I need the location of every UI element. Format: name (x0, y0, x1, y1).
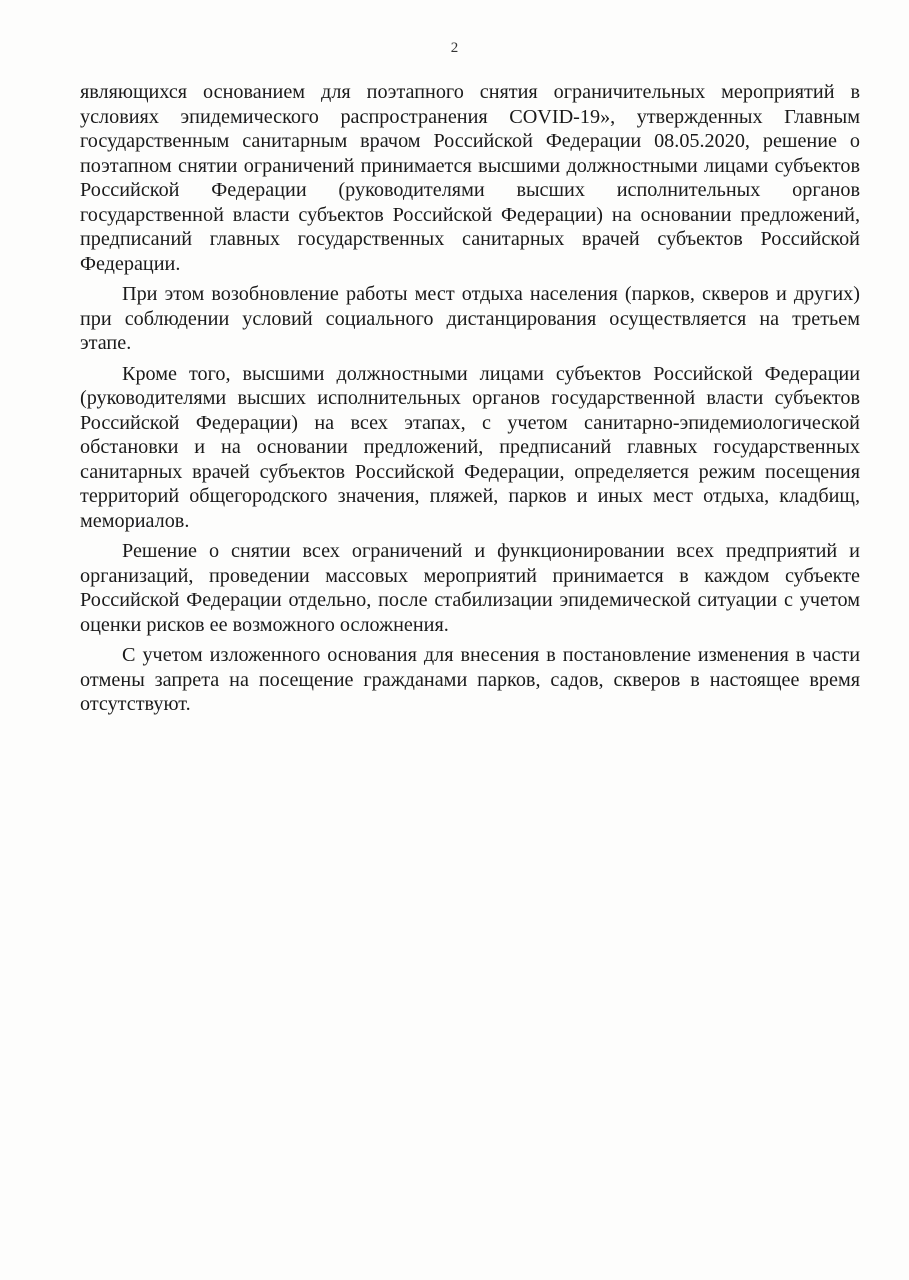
page-number: 2 (450, 40, 459, 56)
paragraph-parks-third-stage: При этом возобновление работы мест отдыха населения (парков, скверов и других) при соблюдении условий социального дистанцирования осуществляется на третьем этапе. (80, 283, 860, 354)
paragraph-lifting-restrictions: Решение о снятии всех ограничений и функционировании всех предприятий и организаций, проведении массовых мероприятий принимается в каждом субъекте Российской Федерации отдельно, после стабилизации эпидемической ситуации с учетом оценки рисков ее возможного осложнения. (80, 540, 860, 636)
paragraph-continued: являющихся основанием для поэтапного снятия ограничительных мероприятий в условиях эпидемического распространения COVID-19», утвержденных Главным государственным санитарным врачом Российской Федерации 08.05.2020, решение о поэтапном снятии ограничений принимается высшими должностными лицами субъектов Российской Федерации (руководителями высших исполнительных органов государственной власти субъектов Российской Федерации) на основании предложений, предписаний главных государственных санитарных врачей субъектов Российской Федерации. (80, 81, 860, 275)
document-body (80, 80, 860, 723)
paragraph-visiting-regime: Кроме того, высшими должностными лицами субъектов Российской Федерации (руководителями высших исполнительных органов государственной власти субъектов Российской Федерации) на всех этапах, с учетом санитарно-эпидемиологической обстановки и на основании предложений, предписаний главных государственных санитарных врачей субъектов Российской Федерации, определяется режим посещения территорий общегородского значения, пляжей, парков и иных мест отдыха, кладбищ, мемориалов. (80, 362, 860, 532)
paragraph-conclusion: С учетом изложенного основания для внесения в постановление изменения в части отмены запрета на посещение гражданами парков, садов, скверов в настоящее время отсутствуют. (80, 644, 860, 715)
